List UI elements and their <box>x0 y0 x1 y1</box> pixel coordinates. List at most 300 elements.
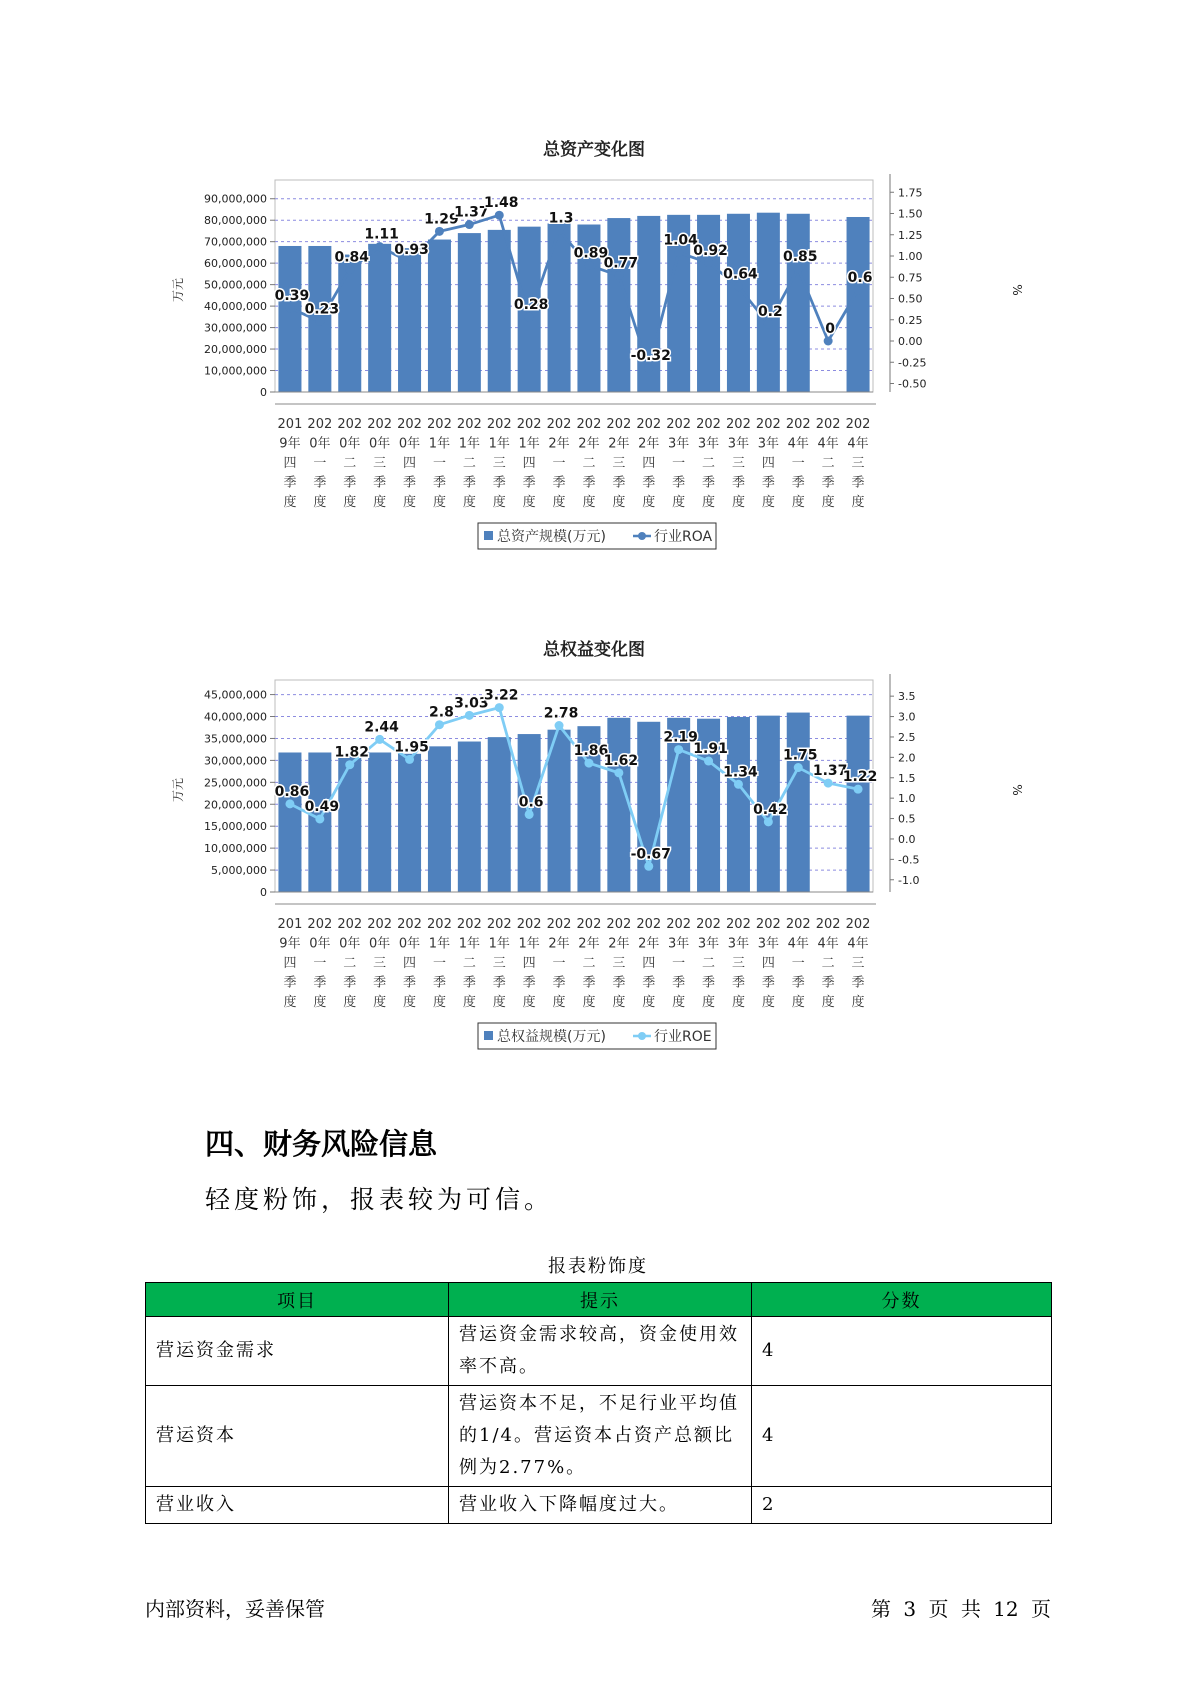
data-point <box>674 248 683 257</box>
bar <box>727 214 750 392</box>
category-label: 度 <box>582 495 596 510</box>
data-point <box>465 711 474 720</box>
category-label: 度 <box>283 995 297 1010</box>
category-label: 度 <box>672 995 686 1010</box>
category-label: 202 <box>307 917 333 932</box>
category-label: 3年 <box>668 436 690 452</box>
bar <box>458 233 481 392</box>
y-tick-label: 35,000,000 <box>204 732 267 746</box>
category-label: 季 <box>791 475 805 491</box>
y2-tick-label: 0.00 <box>898 335 923 348</box>
data-point <box>375 735 384 744</box>
row-hint: 营业收入下降幅度过大。 <box>449 1487 752 1524</box>
category-label: 度 <box>492 995 506 1010</box>
data-label: 2.44 <box>364 719 399 736</box>
data-label: 1.29 <box>424 211 459 228</box>
data-label: 1.37 <box>812 763 848 780</box>
bar <box>787 713 810 892</box>
category-label: 三 <box>612 956 626 971</box>
category-label: 季 <box>492 475 506 491</box>
data-point <box>555 226 564 235</box>
category-label: 四 <box>761 956 775 971</box>
data-point <box>405 257 414 266</box>
bar <box>398 754 421 892</box>
table-row <box>146 1317 1052 1386</box>
legend-line-marker <box>638 1032 646 1040</box>
legend-bar-swatch <box>484 531 493 540</box>
total-equity-chart <box>160 640 1030 1094</box>
category-label: 202 <box>755 417 781 432</box>
category-label: 202 <box>367 417 393 432</box>
category-label: 度 <box>851 495 865 510</box>
data-point <box>285 799 294 808</box>
category-label: 202 <box>666 417 692 432</box>
data-point <box>525 313 534 322</box>
table-row <box>146 1386 1052 1487</box>
category-label: 季 <box>582 975 596 991</box>
category-label: 季 <box>313 975 327 991</box>
row-item: 营业收入 <box>146 1487 449 1524</box>
category-label: 季 <box>612 475 626 491</box>
category-label: 3年 <box>668 936 690 952</box>
data-label: 0.28 <box>513 297 549 314</box>
plot-frame <box>275 180 873 392</box>
data-label: 2.8 <box>429 704 454 721</box>
y2-tick-label: 0.0 <box>898 832 916 846</box>
bar <box>458 742 481 892</box>
category-label: 四 <box>761 456 775 471</box>
category-label: 202 <box>726 417 751 432</box>
footer-confidential: 内部资料，妥善保管 <box>145 1597 325 1621</box>
bar <box>428 746 451 892</box>
category-label: 度 <box>821 495 835 510</box>
total-assets-chart <box>160 140 1030 594</box>
data-point <box>405 755 414 764</box>
y-tick-label: 70,000,000 <box>204 235 267 249</box>
category-label: 0年 <box>398 436 421 452</box>
bar <box>428 240 451 392</box>
y2-tick-label: 0.5 <box>898 812 916 826</box>
y-tick-label: 50,000,000 <box>204 278 267 292</box>
category-label: 度 <box>492 495 506 510</box>
category-label: 季 <box>731 475 745 491</box>
category-label: 度 <box>462 995 476 1010</box>
category-label: 四 <box>522 456 536 471</box>
total-assets-chart-svg <box>160 140 1030 590</box>
y2-tick-label: -1.0 <box>898 873 920 887</box>
y2-tick-label: 3.5 <box>898 690 916 704</box>
category-label: 四 <box>403 956 417 971</box>
category-label: 二 <box>821 956 835 971</box>
category-label: 二 <box>462 456 476 471</box>
category-label: 4年 <box>787 436 809 452</box>
category-label: 度 <box>373 995 387 1010</box>
category-label: 季 <box>552 475 566 491</box>
y-tick-label: 20,000,000 <box>204 343 267 357</box>
table-row <box>146 1487 1052 1524</box>
data-point <box>495 703 504 712</box>
legend-line-label: 行业ROA <box>654 529 713 545</box>
category-label: 0年 <box>369 436 391 452</box>
bar <box>787 214 810 392</box>
category-label: 202 <box>726 917 751 932</box>
category-label: 度 <box>642 995 656 1010</box>
category-label: 度 <box>373 495 387 510</box>
legend-bar-label: 总资产规模(万元) <box>497 529 606 545</box>
category-label: 202 <box>546 917 572 932</box>
category-label: 度 <box>612 995 626 1010</box>
y-tick-label: 40,000,000 <box>204 300 267 314</box>
section-heading: 四、财务风险信息 <box>205 1127 438 1161</box>
category-label: 202 <box>606 917 632 932</box>
category-label: 0年 <box>309 936 331 952</box>
y2-tick-label: 1.0 <box>898 792 916 806</box>
y-tick-label: 30,000,000 <box>204 754 267 768</box>
category-label: 三 <box>492 456 506 471</box>
data-label: 0.42 <box>753 801 788 818</box>
category-label: 3年 <box>727 436 750 452</box>
y-tick-label: 80,000,000 <box>204 214 267 228</box>
category-label: 度 <box>403 995 417 1010</box>
category-label: 季 <box>672 475 686 491</box>
y-tick-label: 5,000,000 <box>211 864 267 878</box>
y2-axis-label: % <box>1010 784 1024 796</box>
y-tick-label: 20,000,000 <box>204 798 267 812</box>
category-label: 二 <box>582 956 596 971</box>
category-label: 202 <box>397 417 422 432</box>
bar <box>488 230 511 392</box>
category-label: 季 <box>851 475 865 491</box>
category-label: 202 <box>636 917 662 932</box>
data-label: 0.6 <box>518 794 544 811</box>
bar <box>398 248 421 392</box>
bar <box>607 718 630 892</box>
category-label: 季 <box>283 975 297 991</box>
bar <box>338 255 361 392</box>
y2-tick-label: 1.25 <box>898 228 923 242</box>
bar <box>847 716 870 892</box>
category-label: 二 <box>582 456 596 471</box>
category-label: 度 <box>432 995 446 1010</box>
footer-page-number: 第 3 页 共 12 页 <box>871 1597 1051 1621</box>
y2-tick-label: 3.0 <box>898 710 916 724</box>
data-label: 0.39 <box>274 287 310 304</box>
category-label: 四 <box>642 456 656 471</box>
category-label: 季 <box>761 975 775 991</box>
category-label: 1年 <box>428 436 451 452</box>
category-label: 三 <box>492 956 506 971</box>
category-label: 0年 <box>339 436 361 452</box>
data-point <box>315 317 324 326</box>
data-point <box>674 745 683 754</box>
y2-tick-label: 1.75 <box>898 186 923 200</box>
category-label: 一 <box>552 456 566 471</box>
data-label: 3.22 <box>483 687 519 704</box>
category-label: 1年 <box>488 436 510 452</box>
category-label: 季 <box>373 975 387 991</box>
category-label: 度 <box>522 995 536 1010</box>
table-caption: 报表粉饰度 <box>548 1256 648 1277</box>
data-point <box>854 785 863 794</box>
category-label: 2年 <box>548 936 570 952</box>
category-label: 四 <box>642 956 656 971</box>
y2-tick-label: -0.50 <box>898 377 927 391</box>
data-point <box>375 242 384 251</box>
y-tick-label: 10,000,000 <box>204 842 267 856</box>
y-tick-label: 10,000,000 <box>204 364 267 378</box>
category-label: 三 <box>373 456 387 471</box>
category-label: 一 <box>791 456 805 471</box>
category-label: 度 <box>552 495 566 510</box>
data-point <box>734 282 743 291</box>
category-label: 202 <box>337 917 363 932</box>
category-label: 3年 <box>757 436 779 452</box>
category-label: 一 <box>432 456 446 471</box>
bar <box>338 756 361 892</box>
category-label: 2年 <box>608 436 630 452</box>
data-label: 1.91 <box>693 741 728 758</box>
row-score: 4 <box>752 1317 1052 1386</box>
category-label: 1年 <box>458 936 480 952</box>
category-label: 季 <box>462 975 476 991</box>
y2-tick-label: 1.00 <box>898 250 923 263</box>
legend-bar-label: 总权益规模(万元) <box>497 1029 606 1045</box>
category-label: 三 <box>373 956 387 971</box>
data-label: 1.04 <box>663 232 698 249</box>
data-label: 0.77 <box>603 255 639 272</box>
data-label: 1.34 <box>723 764 758 781</box>
category-label: 度 <box>343 495 357 510</box>
category-label: 202 <box>486 917 512 932</box>
category-label: 202 <box>696 417 721 432</box>
y-tick-label: 40,000,000 <box>204 710 267 724</box>
bar <box>368 244 391 392</box>
category-label: 3年 <box>727 936 750 952</box>
data-label: -0.32 <box>630 348 671 365</box>
category-label: 2年 <box>548 436 570 452</box>
category-label: 202 <box>546 417 572 432</box>
category-label: 202 <box>427 417 452 432</box>
data-label: 0.2 <box>757 304 783 320</box>
category-label: 9年 <box>279 436 301 452</box>
category-label: 202 <box>576 417 602 432</box>
row-hint: 营运资金需求较高，资金使用效率不高。 <box>449 1317 752 1386</box>
data-label: 1.11 <box>364 226 399 243</box>
data-label: 2.19 <box>663 729 698 746</box>
category-label: 季 <box>552 975 566 991</box>
category-label: 202 <box>845 417 871 432</box>
category-label: 度 <box>702 995 716 1010</box>
category-label: 四 <box>283 456 297 471</box>
data-label: 3.03 <box>454 695 489 712</box>
category-label: 度 <box>522 495 536 510</box>
category-label: 三 <box>612 456 626 471</box>
data-label: 0.93 <box>394 241 429 258</box>
category-label: 202 <box>397 917 422 932</box>
category-label: 1年 <box>428 936 451 952</box>
category-label: 度 <box>313 495 327 510</box>
category-label: 度 <box>761 995 775 1010</box>
data-label: 0.85 <box>782 248 818 265</box>
row-item: 营运资本 <box>146 1386 449 1487</box>
y2-tick-label: 0.25 <box>898 313 923 327</box>
category-label: 季 <box>522 975 536 991</box>
legend-bar-swatch <box>484 1031 493 1040</box>
category-label: 0年 <box>339 936 361 952</box>
data-point <box>584 261 593 270</box>
row-score: 2 <box>752 1487 1052 1524</box>
category-label: 一 <box>672 456 686 471</box>
bar <box>278 246 301 392</box>
category-label: 度 <box>403 495 417 510</box>
category-label: 1年 <box>458 436 480 452</box>
y2-tick-label: 1.5 <box>898 771 916 785</box>
data-point <box>495 211 504 220</box>
category-label: 一 <box>313 956 327 971</box>
category-label: 一 <box>432 956 446 971</box>
y-tick-label: 45,000,000 <box>204 688 267 702</box>
data-point <box>285 303 294 312</box>
data-point <box>614 768 623 777</box>
data-point <box>854 286 863 295</box>
category-label: 季 <box>343 475 357 491</box>
category-label: 3年 <box>697 436 720 452</box>
category-label: 202 <box>815 417 841 432</box>
category-label: 0年 <box>398 936 421 952</box>
category-label: 4年 <box>847 936 869 952</box>
legend-line-marker <box>638 532 646 540</box>
category-label: 季 <box>851 975 865 991</box>
category-label: 202 <box>785 917 811 932</box>
category-label: 一 <box>791 956 805 971</box>
category-label: 度 <box>612 495 626 510</box>
category-label: 201 <box>277 417 303 432</box>
data-point <box>644 862 653 871</box>
category-label: 0年 <box>369 936 391 952</box>
data-label: 0.6 <box>847 270 873 286</box>
category-label: 202 <box>456 417 482 432</box>
category-label: 9年 <box>279 936 301 952</box>
legend-line-label: 行业ROE <box>654 1029 712 1045</box>
data-label: 1.37 <box>454 204 489 221</box>
category-label: 2年 <box>638 436 660 452</box>
category-label: 度 <box>791 995 805 1010</box>
data-label: 0.23 <box>304 301 340 318</box>
category-label: 季 <box>582 475 596 491</box>
category-label: 202 <box>486 417 512 432</box>
data-label: 0.49 <box>304 798 340 815</box>
category-label: 202 <box>606 417 632 432</box>
y2-tick-label: 0.50 <box>898 292 923 306</box>
data-point <box>315 814 324 823</box>
row-hint: 营运资本不足，不足行业平均值的1/4。营运资本占资产总额比例为2.77%。 <box>449 1386 752 1487</box>
category-label: 1年 <box>518 436 540 452</box>
bar <box>278 752 301 892</box>
category-label: 一 <box>313 456 327 471</box>
chart-title: 总权益变化图 <box>543 640 645 660</box>
data-point <box>525 810 534 819</box>
data-label: -0.67 <box>630 846 671 863</box>
category-label: 季 <box>373 475 387 491</box>
row-score: 4 <box>752 1386 1052 1487</box>
risk-table <box>145 1282 1052 1524</box>
category-label: 季 <box>522 475 536 491</box>
category-label: 202 <box>337 417 363 432</box>
category-label: 度 <box>821 995 835 1010</box>
y-tick-label: 30,000,000 <box>204 321 267 335</box>
category-label: 季 <box>731 975 745 991</box>
category-label: 度 <box>851 995 865 1010</box>
category-label: 4年 <box>787 936 809 952</box>
data-label: 0.89 <box>573 245 609 262</box>
category-label: 202 <box>785 417 811 432</box>
bar <box>548 730 571 892</box>
header-item: 项目 <box>146 1283 449 1317</box>
data-point <box>435 720 444 729</box>
data-point <box>824 779 833 788</box>
bar <box>548 223 571 392</box>
category-label: 一 <box>672 956 686 971</box>
category-label: 度 <box>731 995 745 1010</box>
category-label: 202 <box>516 417 542 432</box>
category-label: 202 <box>456 917 482 932</box>
category-label: 二 <box>702 456 716 471</box>
category-label: 0年 <box>309 436 331 452</box>
category-label: 1年 <box>518 936 540 952</box>
data-label: 0 <box>825 321 836 337</box>
y-tick-label: 15,000,000 <box>204 820 267 834</box>
bar <box>697 215 720 392</box>
category-label: 季 <box>642 475 656 491</box>
chart-title: 总资产变化图 <box>543 140 645 160</box>
data-point <box>435 227 444 236</box>
y-tick-label: 60,000,000 <box>204 257 267 271</box>
category-label: 202 <box>307 417 333 432</box>
category-label: 二 <box>343 456 357 471</box>
y-tick-label: 0 <box>260 886 267 899</box>
bar <box>368 752 391 892</box>
data-label: 0.84 <box>334 249 370 266</box>
category-label: 三 <box>731 456 745 471</box>
category-label: 202 <box>427 917 452 932</box>
category-label: 3年 <box>757 936 779 952</box>
data-point <box>555 721 564 730</box>
category-label: 2年 <box>578 436 600 452</box>
category-label: 四 <box>403 456 417 471</box>
data-label: 1.3 <box>548 210 574 227</box>
data-point <box>614 271 623 280</box>
category-label: 202 <box>367 917 393 932</box>
category-label: 季 <box>612 975 626 991</box>
y-tick-label: 90,000,000 <box>204 192 267 206</box>
data-point <box>794 264 803 273</box>
data-point <box>644 364 653 373</box>
y2-axis-label: % <box>1010 284 1024 296</box>
data-point <box>764 817 773 826</box>
data-label: 1.82 <box>334 744 370 761</box>
data-point <box>764 320 773 329</box>
category-label: 度 <box>343 995 357 1010</box>
category-label: 202 <box>636 417 662 432</box>
category-label: 季 <box>462 475 476 491</box>
risk-summary: 轻度粉饰，报表较为可信。 <box>205 1185 554 1214</box>
bar <box>757 213 780 392</box>
y2-tick-label: 2.0 <box>898 751 916 765</box>
data-point <box>734 780 743 789</box>
data-label: 1.22 <box>842 769 878 786</box>
category-label: 4年 <box>847 436 869 452</box>
row-item: 营运资金需求 <box>146 1317 449 1386</box>
